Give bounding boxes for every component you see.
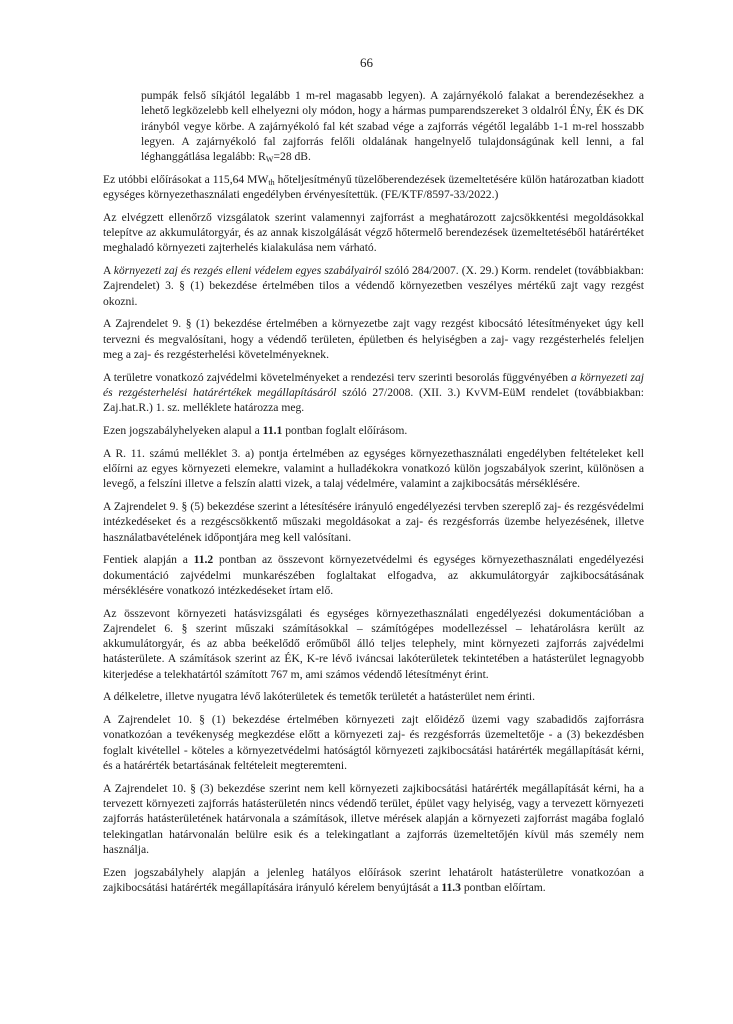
point-reference: 11.2 [193,553,214,567]
paragraph-permit-reference [103,172,644,203]
paragraph-rest: pontban előírtam. [460,880,546,894]
subscript-th: th [268,177,275,187]
paragraph-text-end: =28 dB. [273,150,311,164]
paragraph-rest: pontban foglalt előírásom. [282,423,408,437]
subscript-w: W [265,155,274,165]
paragraph-prefix: A [103,264,114,278]
paragraph-rest: szóló 27/2008. (XII. 3.) KvVM-EüM rendelet (továbbiakban: Zaj.hat.R.) 1. sz. melléklete határozza meg. [103,386,644,415]
decree-title: környezeti zaj és rezgés elleni védelem egyes szabályairól [113,264,382,278]
paragraph-decree-10-1: A Zajrendelet 10. § (1) bekezdése értelmében környezeti zajt előidéző üzemi vagy szabadidős zajforrásra vonatkozóan a tevékenység megkezdése előtt a környezeti zaj- és rezgésforrás üzemeltetője - a (3) bekezdésben foglalt kivétellel - köteles a környezetvédelmi hatóságtól környezeti zajkibocsátási határérték megállapítását kérni, és a határérték betartásának feltételeit megteremteni. [103,713,644,772]
paragraph-prefix: Ezen jogszabályhely alapján a jelenleg hatályos előírások szerint lehatárolt hatásterületre vonatkozóan a zajkibocsátási határérték megállapítására irányuló kérelem benyújtását a [103,865,644,894]
paragraph-text-end: hőteljesítményű tüzelőberendezések üzemeltetésére külön határozatban kiadott egységes környezethasználati engedélyben érvényesítettük. (FE/KTF/8597-33/2022.) [103,172,644,202]
paragraph-prefix: Ezen jogszabályhelyeken alapul a [103,423,263,437]
regulation-title: a környezeti zaj és rezgésterhelési határértékek megállapításáról [103,370,644,399]
paragraph-prefix: A területre vonatkozó zajvédelmi követelményeket a rendezési terv szerinti besorolás függvényében [103,370,572,384]
paragraph-impact-area: Az összevont környezeti hatásvizsgálati és egységes környezethasználati engedélyezési dokumentációban a Zajrendelet 6. § szerint műszaki számításokkal – számítógépes modellezéssel – lehatárolásra került az akkumulátorgyár, és az abba beékelődő erőműből álló teljes telephely, mint környezeti zajforrás zajvédelmi hatásterülete. A számítások szerint az ÉK, K-re lévő iváncsai lakóterületek tekintetében a hatásterület legnagyobb kiterjedése a telekhatártól számított 767 m, ami számos védendő létesítményt érint. [103,606,644,681]
paragraph-decree-9-1: A Zajrendelet 9. § (1) bekezdése értelmében a környezetbe zajt vagy rezgést kibocsátó létesítményeket úgy kell tervezni és megvalósítani, hogy a védendő területen, épületben és helyiségben a zaj- vagy rezgésterhelés feleljen meg a zaj- és rezgésterhelési követelményeknek. [103,317,644,362]
paragraph-text: Ez utóbbi előírásokat a 115,64 MW [103,172,269,186]
document-body [103,88,644,903]
paragraph-annex-11: A R. 11. számú melléklet 3. a) pontja értelmében az egységes környezethasználati engedélyben feltételeket kell előírni az egyes környezeti elemekre, valamint a hulladékokra vonatkozó külön jogszabályok szerint, különösen a levegő, a felszíni illetve a felszín alatti vizek, a talaj védelmére, valamint a zajkibocsátás mérséklésére. [103,446,644,491]
paragraph-basis-11-1 [103,423,644,438]
paragraph-southeast-west: A délkeletre, illetve nyugatra lévő lakóterületek és temetők területét a hatásterület nem érinti. [103,690,536,704]
paragraph-decree-10-3: A Zajrendelet 10. § (3) bekezdése szerint nem kell környezeti zajkibocsátási határérték megállapítását kérni, ha a tervezett környezeti zajforrás hatásterületén nincs védendő terület, épület vagy helyiség, vagy a tervezett környezeti zajforrás hatásterületének határvonala a számítások, illetve mérések alapján a környezeti zajforrást magába foglaló telekingatlan határvonalán belülre esik és a telekingatlant a zajforrás üzemeltetőjén kívül más személy nem használja. [103,781,644,856]
paragraph-basis-11-3 [103,865,644,896]
paragraph-noise-barrier [141,88,644,164]
point-reference: 11.3 [441,880,461,894]
paragraph-decree-9-5: A Zajrendelet 9. § (5) bekezdése szerint a létesítésére irányuló engedélyezési tervben szereplő zaj- és rezgésvédelmi intézkedéseket és a rezgéscsökkentő műszaki megoldásokat a zaj- és rezgésforrás üzembe helyezésének, illetve használatbavételének időpontjára meg kell valósítani. [103,499,644,544]
paragraph-rest: pontban az összevont környezetvédelmi és egységes környezethasználati engedélyezési dokumentáció zajvédelmi munkarészében foglaltakat elfogadva, az akkumulátorgyár zajkibocsátásának mérséklésére vonatkozó intézkedéseket írtam elő. [103,553,644,597]
point-reference: 11.1 [262,423,283,437]
paragraph-inspection-results: Az elvégzett ellenőrző vizsgálatok szerint valamennyi zajforrást a meghatározott zajcsökkentési megoldásokkal telepítve az akkumulátorgyár, és az annak kiszolgálását végző hőtermelő berendezések üzemeltetéséből határértéket meghaladó környezeti zajterhelés kialakulása nem várható. [103,210,644,255]
paragraph-rest: szóló 284/2007. (X. 29.) Korm. rendelet (továbbiakban: Zajrendelet) 3. § (1) bekezdése értelmében tilos a védendő környezetben veszélyes mértékű zajt vagy rezgést okozni. [103,264,644,308]
paragraph-zoning-requirements [103,370,644,416]
paragraph-text: pumpák felső síkjától legalább 1 m-rel magasabb legyen). A zajárnyékoló falakat a berendezésekhez a lehető legközelebb kell elhelyezni oly módon, hogy a hármas pumparendszereket 3 oldalról ÉNy, ÉK és DK irányból vegye körbe. A zajárnyékoló fal két szabad vége a zajforrás végétől legalább 1-1 m-rel hosszabb legyen. A zajárnyékoló fal zajforrás felőli oldalának hangelnyelő tulajdonságúnak kell lenni, a fal léghanggátlása legalább: R [141,89,644,164]
page-number: 66 [360,55,373,70]
paragraph-noise-decree [103,263,644,309]
paragraph-basis-11-2 [103,552,644,598]
paragraph-prefix: Fentiek alapján a [103,553,194,567]
